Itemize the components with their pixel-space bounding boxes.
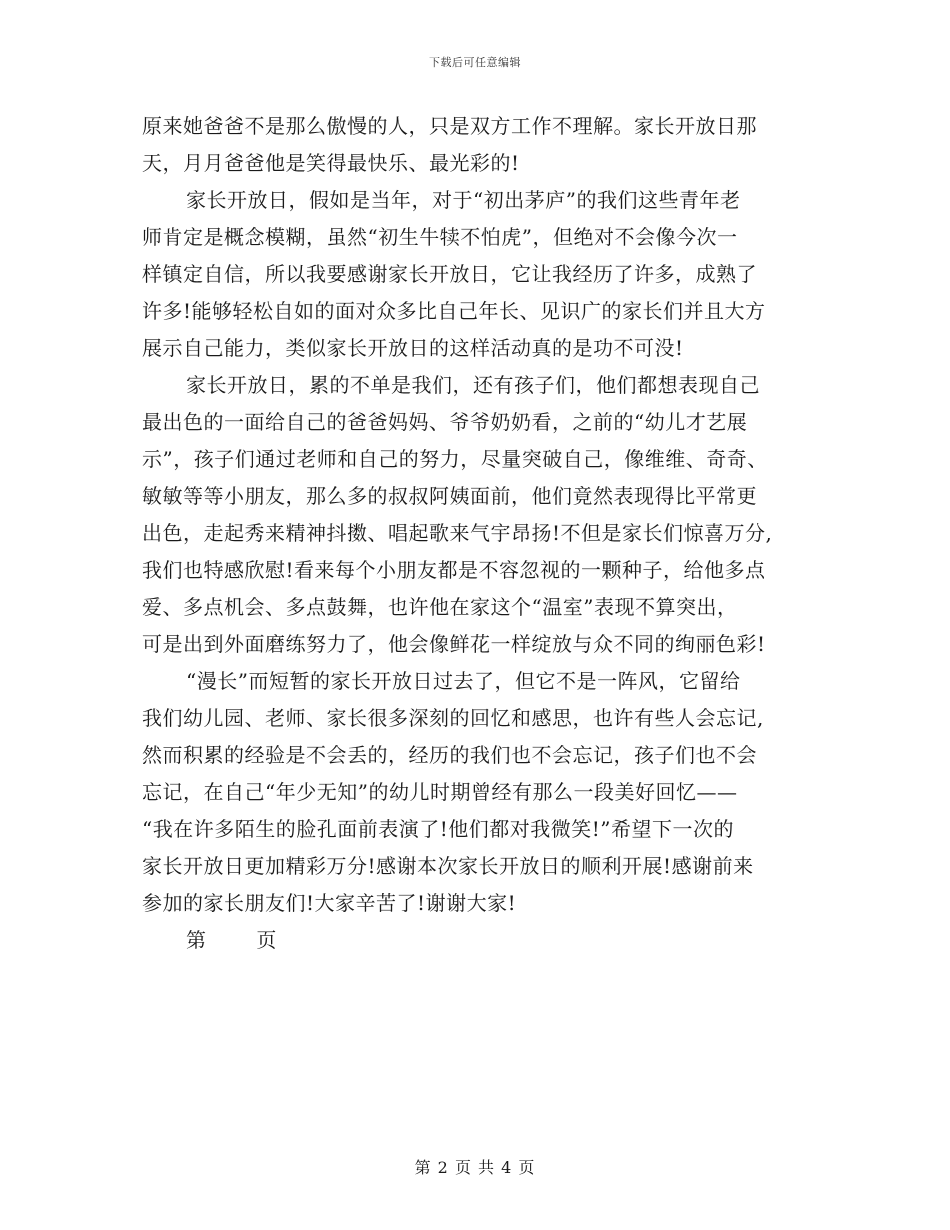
text-line: 天，月月爸爸他是笑得最快乐、最光彩的! <box>142 151 520 175</box>
text-line: 参加的家长朋友们!大家辛苦了!谢谢大家! <box>142 891 517 915</box>
text-line: 原来她爸爸不是那么傲慢的人，只是双方工作不理解。家长开放日那 <box>142 114 757 138</box>
text-line: 我们幼儿园、老师、家长很多深刻的回忆和感思，也许有些人会忘记, <box>142 706 764 730</box>
paragraph-start-line: “漫长”而短暂的家长开放日过去了，但它不是一阵风，它留给 <box>186 669 741 693</box>
text-line: 爱、多点机会、多点鼓舞，也许他在家这个“温室”表现不算突出， <box>142 595 738 619</box>
text-line: 许多!能够轻松自如的面对众多比自己年长、见识广的家长们并且大方 <box>142 299 766 323</box>
text-line: 最出色的一面给自己的爸爸妈妈、爷爷奶奶看，之前的“幼儿才艺展 <box>142 410 748 434</box>
text-line: 忘记，在自己“年少无知”的幼儿时期曾经有那么一段美好回忆—— <box>142 780 738 804</box>
text-line: 样镇定自信，所以我要感谢家长开放日，它让我经历了许多，成熟了 <box>142 262 757 286</box>
text-line: 然而积累的经验是不会丢的，经历的我们也不会忘记，孩子们也不会 <box>142 743 757 767</box>
text-line: 师肯定是概念模糊，虽然“初生牛犊不怕虎”，但绝对不会像今次一 <box>142 225 738 249</box>
text-line: 出色，走起秀来精神抖擞、唱起歌来气宇昂扬!不但是家长们惊喜万分, <box>142 521 773 545</box>
text-line: 敏敏等等小朋友，那么多的叔叔阿姨面前，他们竟然表现得比平常更 <box>142 484 757 508</box>
paragraph-start-line: 家长开放日，假如是当年，对于“初出茅庐”的我们这些青年老 <box>186 188 741 212</box>
paragraph-start-line: 家长开放日，累的不单是我们，还有孩子们，他们都想表现自己 <box>186 373 760 397</box>
text-line: 示”，孩子们通过老师和自己的努力，尽量突破自己，像维维、奇奇、 <box>142 447 768 471</box>
text-line: 家长开放日更加精彩万分!感谢本次家长开放日的顺利开展!感谢前来 <box>142 854 754 878</box>
text-line: 可是出到外面磨练努力了，他会像鲜花一样绽放与众不同的绚丽色彩! <box>142 632 766 656</box>
page-label: 第 页 <box>186 928 299 952</box>
page-footer: 第 2 页 共 4 页 <box>414 1158 536 1177</box>
header-note: 下载后可任意编辑 <box>429 56 521 69</box>
body-text <box>142 108 822 959</box>
text-line: 展示自己能力，类似家长开放日的这样活动真的是功不可没! <box>142 336 684 360</box>
text-line: 我们也特感欣慰!看来每个小朋友都是不容忽视的一颗种子，给他多点 <box>142 558 766 582</box>
text-line: “我在许多陌生的脸孔面前表演了!他们都对我微笑!”希望下一次的 <box>142 817 735 841</box>
